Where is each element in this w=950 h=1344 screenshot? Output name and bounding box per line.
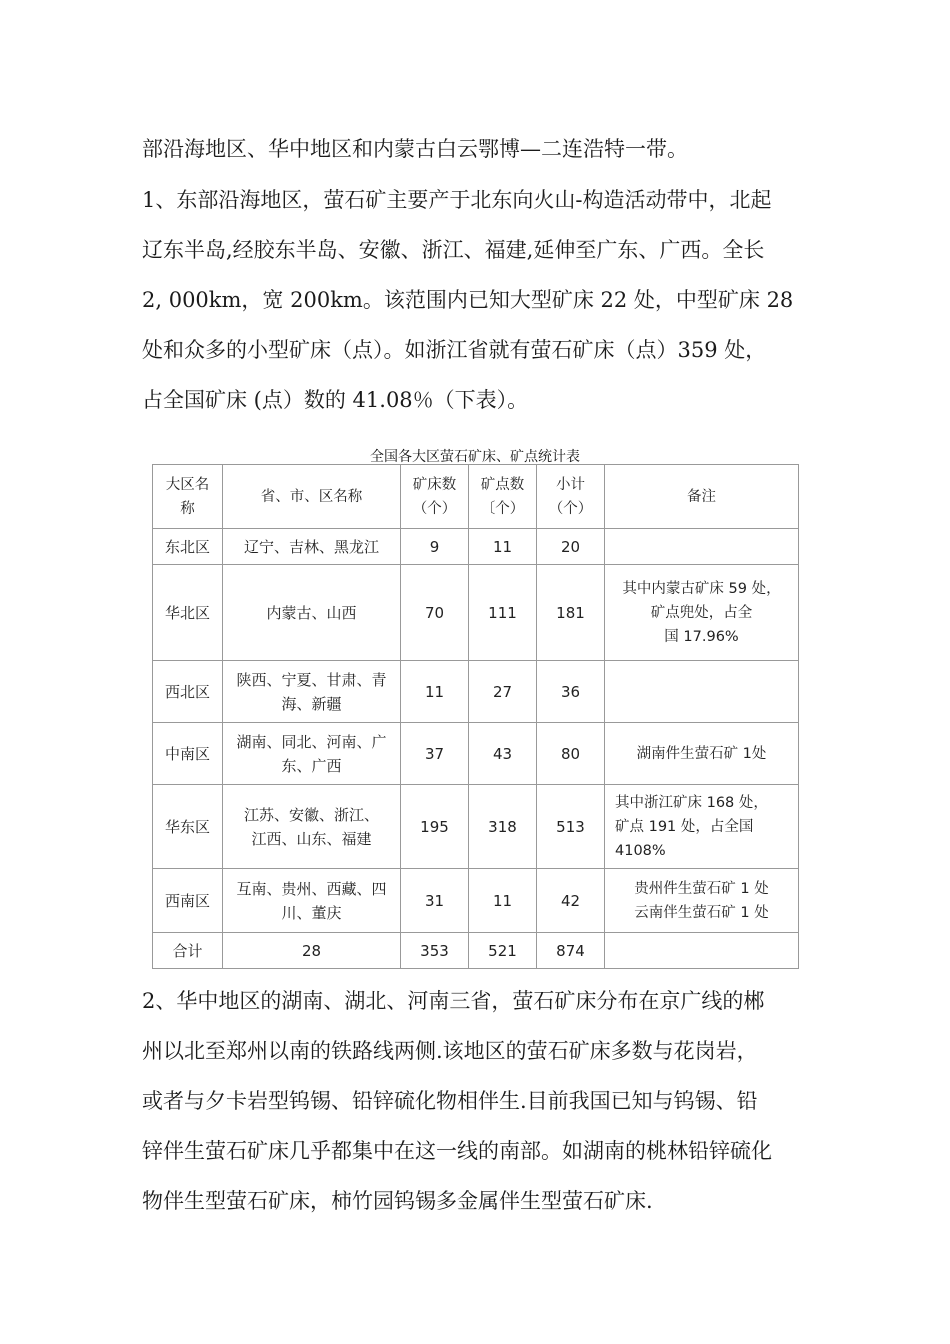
column-header <box>469 465 537 529</box>
notes-cell <box>605 661 799 723</box>
region-text: 华东区 <box>164 817 210 836</box>
notes-cell <box>605 785 799 869</box>
column-header <box>223 465 401 529</box>
region-cell <box>153 723 223 785</box>
notes-cell <box>605 723 799 785</box>
provinces-cell <box>223 785 401 869</box>
provinces-cell <box>223 869 401 933</box>
column-header <box>401 465 469 529</box>
provinces-cell <box>223 661 401 723</box>
deposits-cell: 31 <box>401 869 469 933</box>
paragraph-line: 占全国矿床 (点）数的 41.08％（下表）。 <box>142 388 529 412</box>
provinces-cell <box>223 723 401 785</box>
provinces-text: 湖南、同北、河南、广 <box>236 732 387 751</box>
deposits-cell: 353 <box>401 933 469 969</box>
region-cell <box>153 933 223 969</box>
column-header-text: 小计 <box>556 476 585 493</box>
notes-text: 其中内蒙古矿床 59 处， <box>622 580 781 597</box>
notes-cell <box>605 565 799 661</box>
paragraph-line: 2, 000km，宽 200km。该范围内已知大型矿床 22 处，中型矿床 28 <box>142 288 794 312</box>
provinces-text: 内蒙古、山西 <box>266 603 357 622</box>
region-cell <box>153 565 223 661</box>
provinces-text: 陕西、宁夏、甘肃、青 <box>236 670 387 689</box>
paragraph-line: 2、华中地区的湖南、湖北、河南三省，萤石矿床分布在京广线的郴 <box>142 989 765 1013</box>
region-cell <box>153 661 223 723</box>
table-row <box>153 869 799 933</box>
provinces-cell <box>223 933 401 969</box>
east-coast-paragraph <box>142 175 822 425</box>
central-china-paragraph <box>142 976 822 1226</box>
paragraph-line: 辽东半岛,经胶东半岛、安徽、浙江、福建,延伸至广东、广西。全长 <box>142 238 765 262</box>
region-text: 中南区 <box>164 744 210 763</box>
region-cell <box>153 529 223 565</box>
column-header-text: 矿点数 <box>480 476 525 493</box>
notes-text: 湖南件生萤石矿 1处 <box>636 745 767 762</box>
paragraph-line: 或者与夕卡岩型钨锡、铅锌硫化物相伴生.目前我国已知与钨锡、铅 <box>142 1089 758 1113</box>
subtotal-cell: 42 <box>537 869 605 933</box>
subtotal-cell: 80 <box>537 723 605 785</box>
column-header-text: 备注 <box>687 488 716 505</box>
provinces-text: 东、广西 <box>281 756 342 775</box>
points-cell: 111 <box>469 565 537 661</box>
paragraph-line: 处和众多的小型矿床（点）。如浙江省就有萤石矿床（点）359 处， <box>142 338 767 362</box>
deposits-cell: 9 <box>401 529 469 565</box>
provinces-text: 互南、贵州、西藏、四 <box>236 879 387 898</box>
region-cell <box>153 785 223 869</box>
subtotal-cell: 20 <box>537 529 605 565</box>
table-row <box>153 529 799 565</box>
points-cell: 27 <box>469 661 537 723</box>
provinces-cell <box>223 529 401 565</box>
points-cell: 43 <box>469 723 537 785</box>
notes-text: 4108% <box>615 842 666 859</box>
subtotal-cell: 513 <box>537 785 605 869</box>
table-row <box>153 785 799 869</box>
paragraph-line: 部沿海地区、华中地区和内蒙古白云鄂博—二连浩特一带。 <box>142 137 688 161</box>
table-title: 全国各大区萤石矿床、矿点统计表 <box>370 449 580 465</box>
column-header-text: 〔个） <box>480 500 525 517</box>
paragraph-line: 州以北至郑州以南的铁路线两侧.该地区的萤石矿床多数与花岗岩， <box>142 1039 758 1063</box>
region-text: 西北区 <box>164 682 210 701</box>
subtotal-cell: 181 <box>537 565 605 661</box>
deposits-cell: 11 <box>401 661 469 723</box>
deposits-cell: 37 <box>401 723 469 785</box>
region-text: 合计 <box>172 941 203 960</box>
table-row <box>153 661 799 723</box>
notes-text: 云南伴生萤石矿 1 处 <box>634 904 769 921</box>
table-row <box>153 565 799 661</box>
column-header-text: 大区名 <box>165 476 210 493</box>
paragraph-line: 锌伴生萤石矿床几乎都集中在这一线的南部。如湖南的桃林铅锌硫化 <box>142 1139 772 1163</box>
notes-text: 贵州件生萤石矿 1 处 <box>634 880 769 897</box>
points-cell: 11 <box>469 529 537 565</box>
column-header-text: 称 <box>180 500 195 517</box>
points-cell: 318 <box>469 785 537 869</box>
statistics-table <box>152 464 799 969</box>
region-cell <box>153 869 223 933</box>
region-text: 东北区 <box>164 537 210 556</box>
table-row <box>153 933 799 969</box>
notes-cell <box>605 933 799 969</box>
notes-text: 矿点兜处，占全 <box>650 604 753 621</box>
provinces-text: 江苏、安徽、浙江、 <box>243 805 379 824</box>
column-header-text: （个） <box>412 500 457 517</box>
points-cell: 11 <box>469 869 537 933</box>
provinces-text: 辽宁、吉林、黑龙江 <box>243 537 379 556</box>
region-text: 西南区 <box>164 891 210 910</box>
notes-text: 矿点 191 处，占全国 <box>615 818 754 835</box>
provinces-text: 川、董庆 <box>281 903 342 922</box>
notes-text: 国 17.96% <box>664 628 739 645</box>
provinces-text: 江西、山东、福建 <box>251 829 372 848</box>
column-header-text: （个） <box>548 500 593 517</box>
provinces-text: 海、新疆 <box>281 694 342 713</box>
intro-paragraph <box>142 124 822 174</box>
points-cell: 521 <box>469 933 537 969</box>
deposits-cell: 70 <box>401 565 469 661</box>
column-header-text: 矿床数 <box>412 476 457 493</box>
subtotal-cell: 36 <box>537 661 605 723</box>
paragraph-line: 物伴生型萤石矿床，柿竹园钨锡多金属伴生型萤石矿床. <box>142 1189 653 1213</box>
notes-text: 其中浙江矿床 168 处， <box>615 794 768 811</box>
subtotal-cell: 874 <box>537 933 605 969</box>
column-header <box>153 465 223 529</box>
column-header <box>537 465 605 529</box>
deposits-cell: 195 <box>401 785 469 869</box>
column-header-text: 省、市、区名称 <box>260 488 363 505</box>
table-row <box>153 723 799 785</box>
notes-cell <box>605 529 799 565</box>
region-text: 华北区 <box>164 603 210 622</box>
provinces-cell <box>223 565 401 661</box>
provinces-text: 28 <box>301 941 322 960</box>
paragraph-line: 1、东部沿海地区，萤石矿主要产于北东向火山-构造活动带中，北起 <box>142 188 772 212</box>
notes-cell <box>605 869 799 933</box>
column-header <box>605 465 799 529</box>
table-header-row <box>153 465 799 529</box>
